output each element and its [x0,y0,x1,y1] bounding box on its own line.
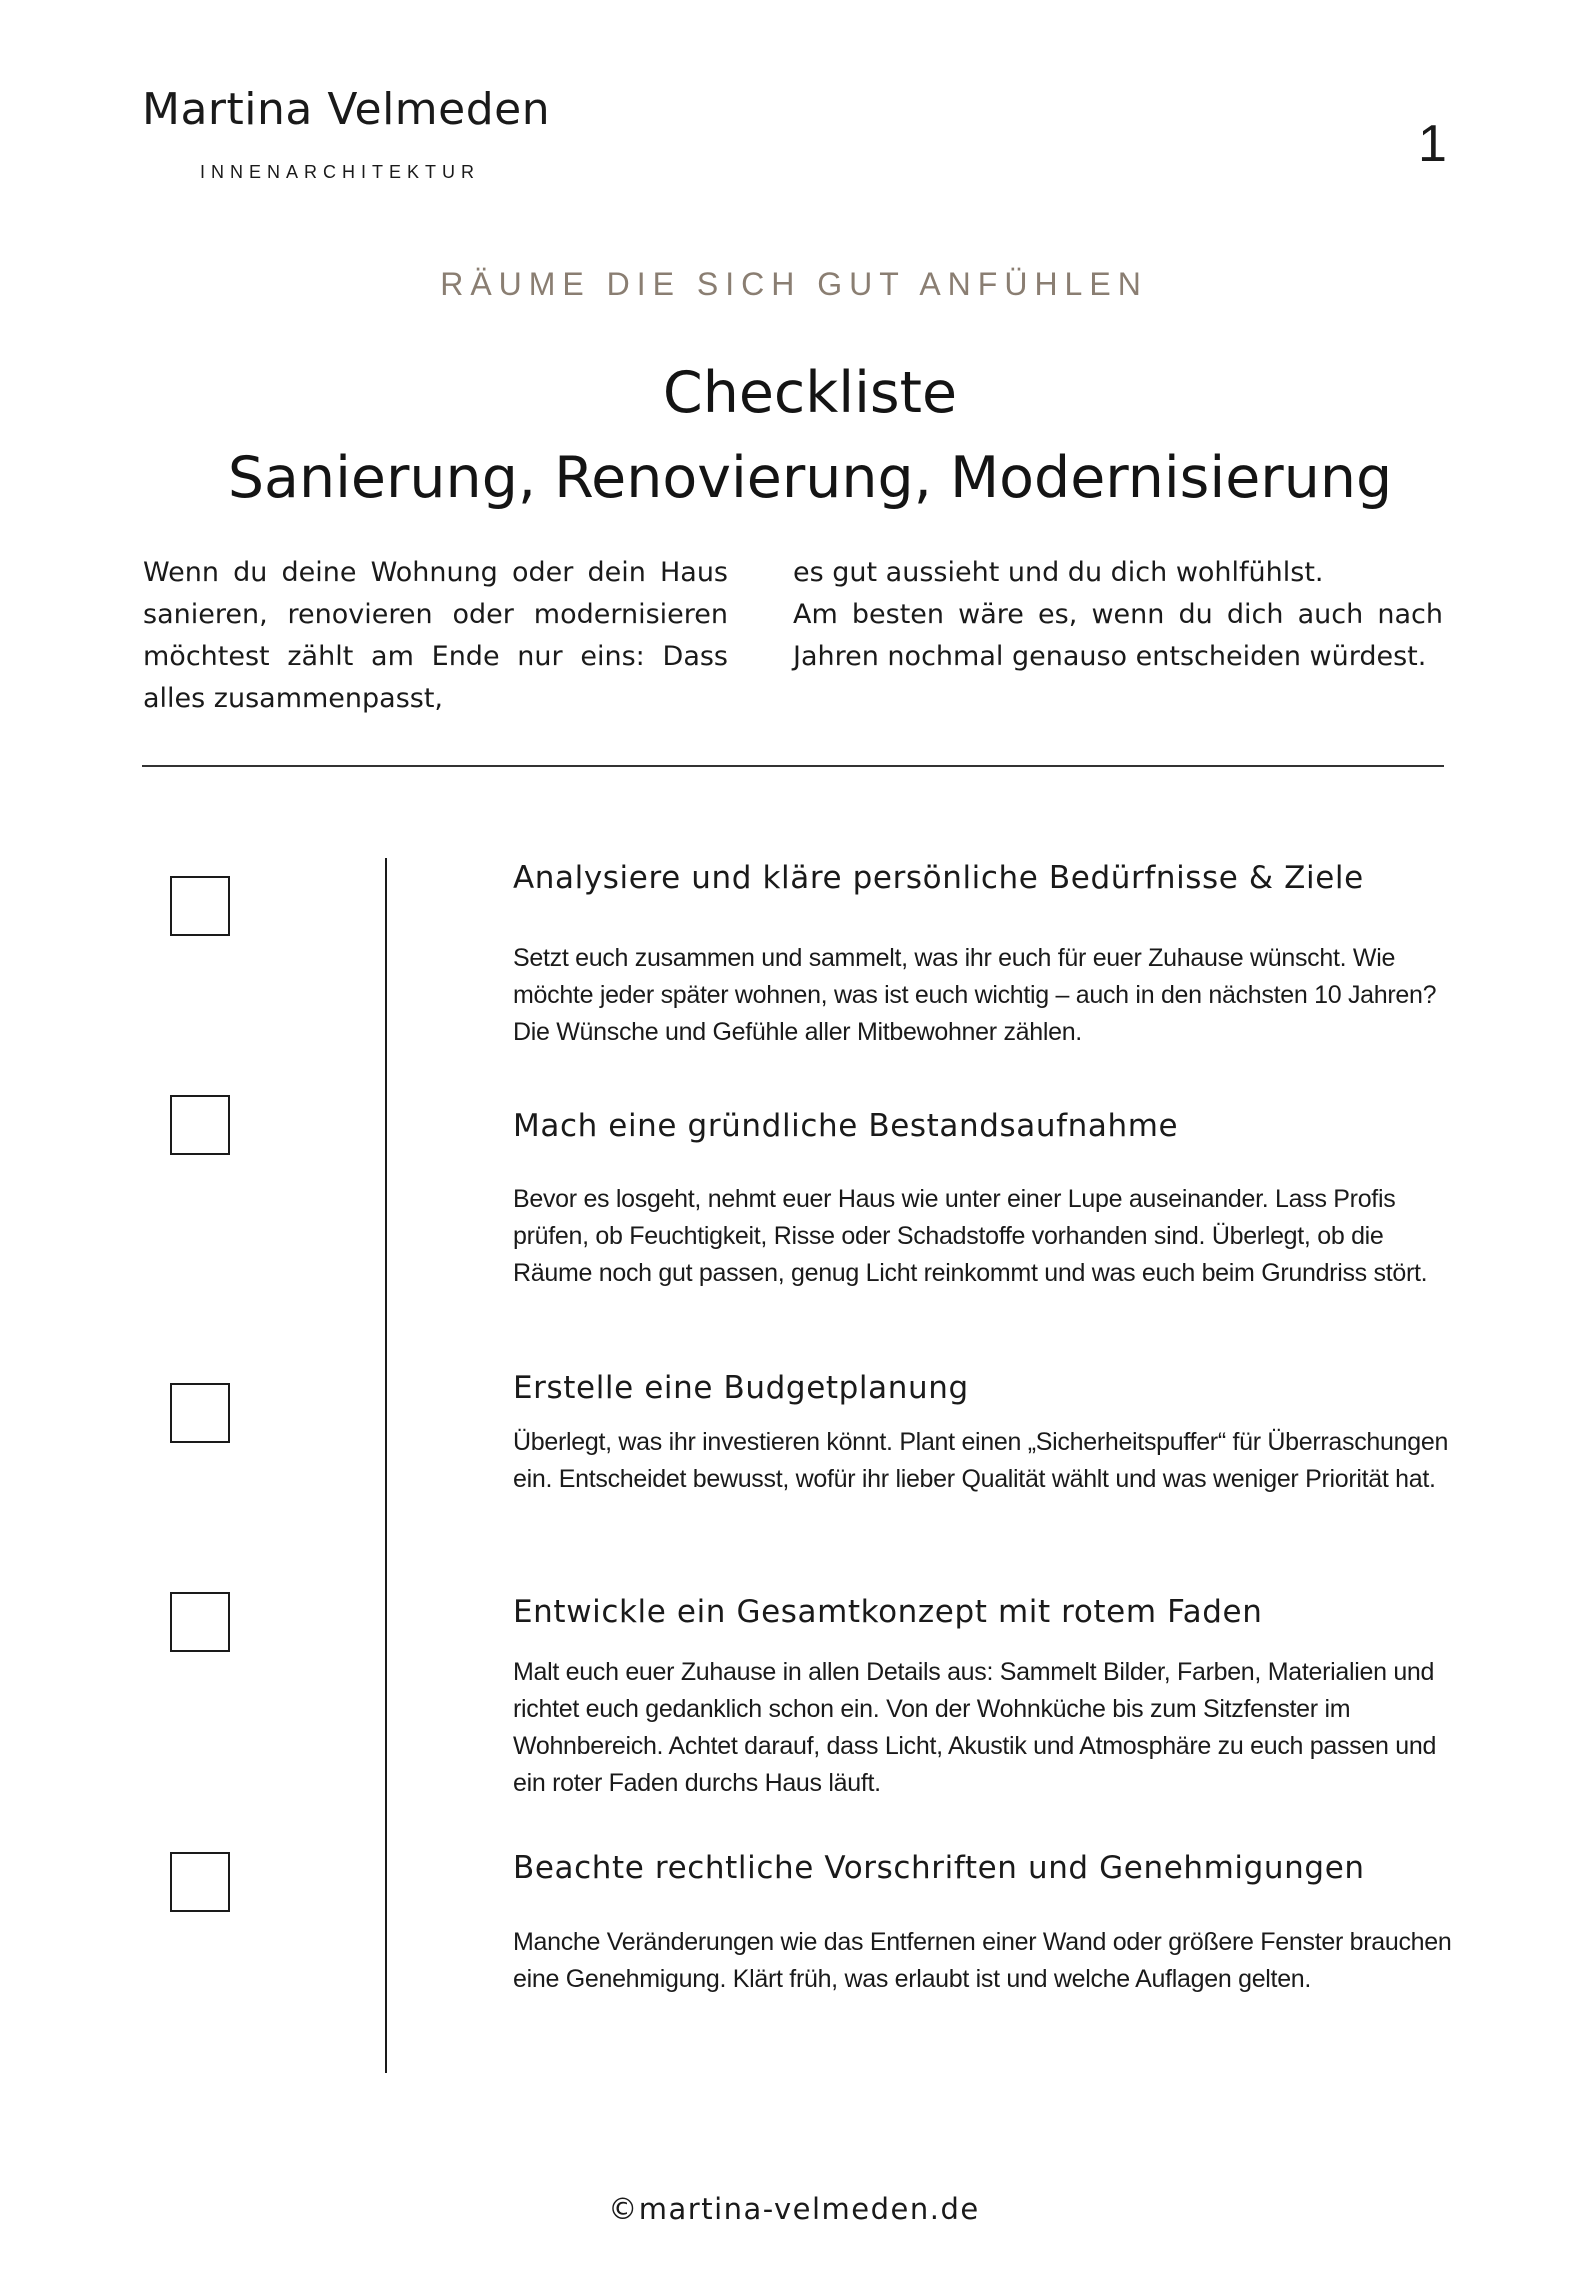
item-body-1: Setzt euch zusammen und sammelt, was ihr euch für euer Zuhause wünscht. Wie möchte jeder später wohnen, was ist euch wichtig – auch in den nächsten 10 Jahren? Die Wünsche und Gefühle aller Mitbewohner zählen. [513,944,1437,1046]
page-title: Checkliste [662,360,958,426]
item-title-1: Analysiere und kläre persönliche Bedürfnisse & Ziele [513,860,1364,896]
brand-name: Martina Velmeden [142,84,551,135]
checkbox-item-4[interactable] [170,1592,230,1652]
intro-right-line2: Am besten wäre es, wenn du dich auch nach Jahren nochmal genauso entscheiden würdest. [793,599,1443,672]
checkbox-item-1[interactable] [170,876,230,936]
brand-subtitle: INNENARCHITEKTUR [200,162,481,182]
page-number: 1 [1418,115,1447,173]
checkbox-item-5[interactable] [170,1852,230,1912]
divider [142,765,1444,767]
item-title-5: Beachte rechtliche Vorschriften und Genehmigungen [513,1850,1365,1886]
checkbox-item-3[interactable] [170,1383,230,1443]
checkbox-item-2[interactable] [170,1095,230,1155]
item-body-5: Manche Veränderungen wie das Entfernen einer Wand oder größere Fenster brauchen eine Genehmigung. Klärt früh, was erlaubt ist und welche Auflagen gelten. [513,1928,1452,1993]
item-body-2: Bevor es losgeht, nehmt euer Haus wie unter einer Lupe auseinander. Lass Profis prüfen, ob Feuchtigkeit, Risse oder Schadstoffe vorhanden sind. Überlegt, ob die Räume noch gut passen, genug Licht reinkommt und was euch beim Grundriss stört. [513,1185,1428,1287]
vertical-rule [385,858,387,2073]
tagline: RÄUME DIE SICH GUT ANFÜHLEN [440,266,1148,302]
intro-right-column [793,552,1443,678]
page-subtitle: Sanierung, Renovierung, Modernisierung [227,445,1393,511]
footer-copyright: ©martina-velmeden.de [608,2192,980,2226]
intro-left-column: Wenn du deine Wohnung oder dein Haus sanieren, renovieren oder modernisieren möchtest zählt am Ende nur eins: Dass alles zusammenpasst, [143,557,728,714]
intro-right-line1: es gut aussieht und du dich wohlfühlst. [793,557,1324,588]
item-body-4: Malt euch euer Zuhause in allen Details aus: Sammelt Bilder, Farben, Materialien und richtet euch gedanklich schon ein. Von der Wohnküche bis zum Sitzfenster im Wohnbereich. Achtet darauf, dass Licht, Akustik und Atmosphäre zu euch passen und ein roter Faden durchs Haus läuft. [513,1658,1437,1797]
item-title-4: Entwickle ein Gesamtkonzept mit rotem Faden [513,1594,1263,1630]
item-title-2: Mach eine gründliche Bestandsaufnahme [513,1108,1179,1144]
item-body-3: Überlegt, was ihr investieren könnt. Plant einen „Sicherheitspuffer“ für Überraschungen ein. Entscheidet bewusst, wofür ihr lieber Qualität wählt und was weniger Priorität hat. [513,1428,1449,1493]
item-title-3: Erstelle eine Budgetplanung [513,1370,969,1406]
